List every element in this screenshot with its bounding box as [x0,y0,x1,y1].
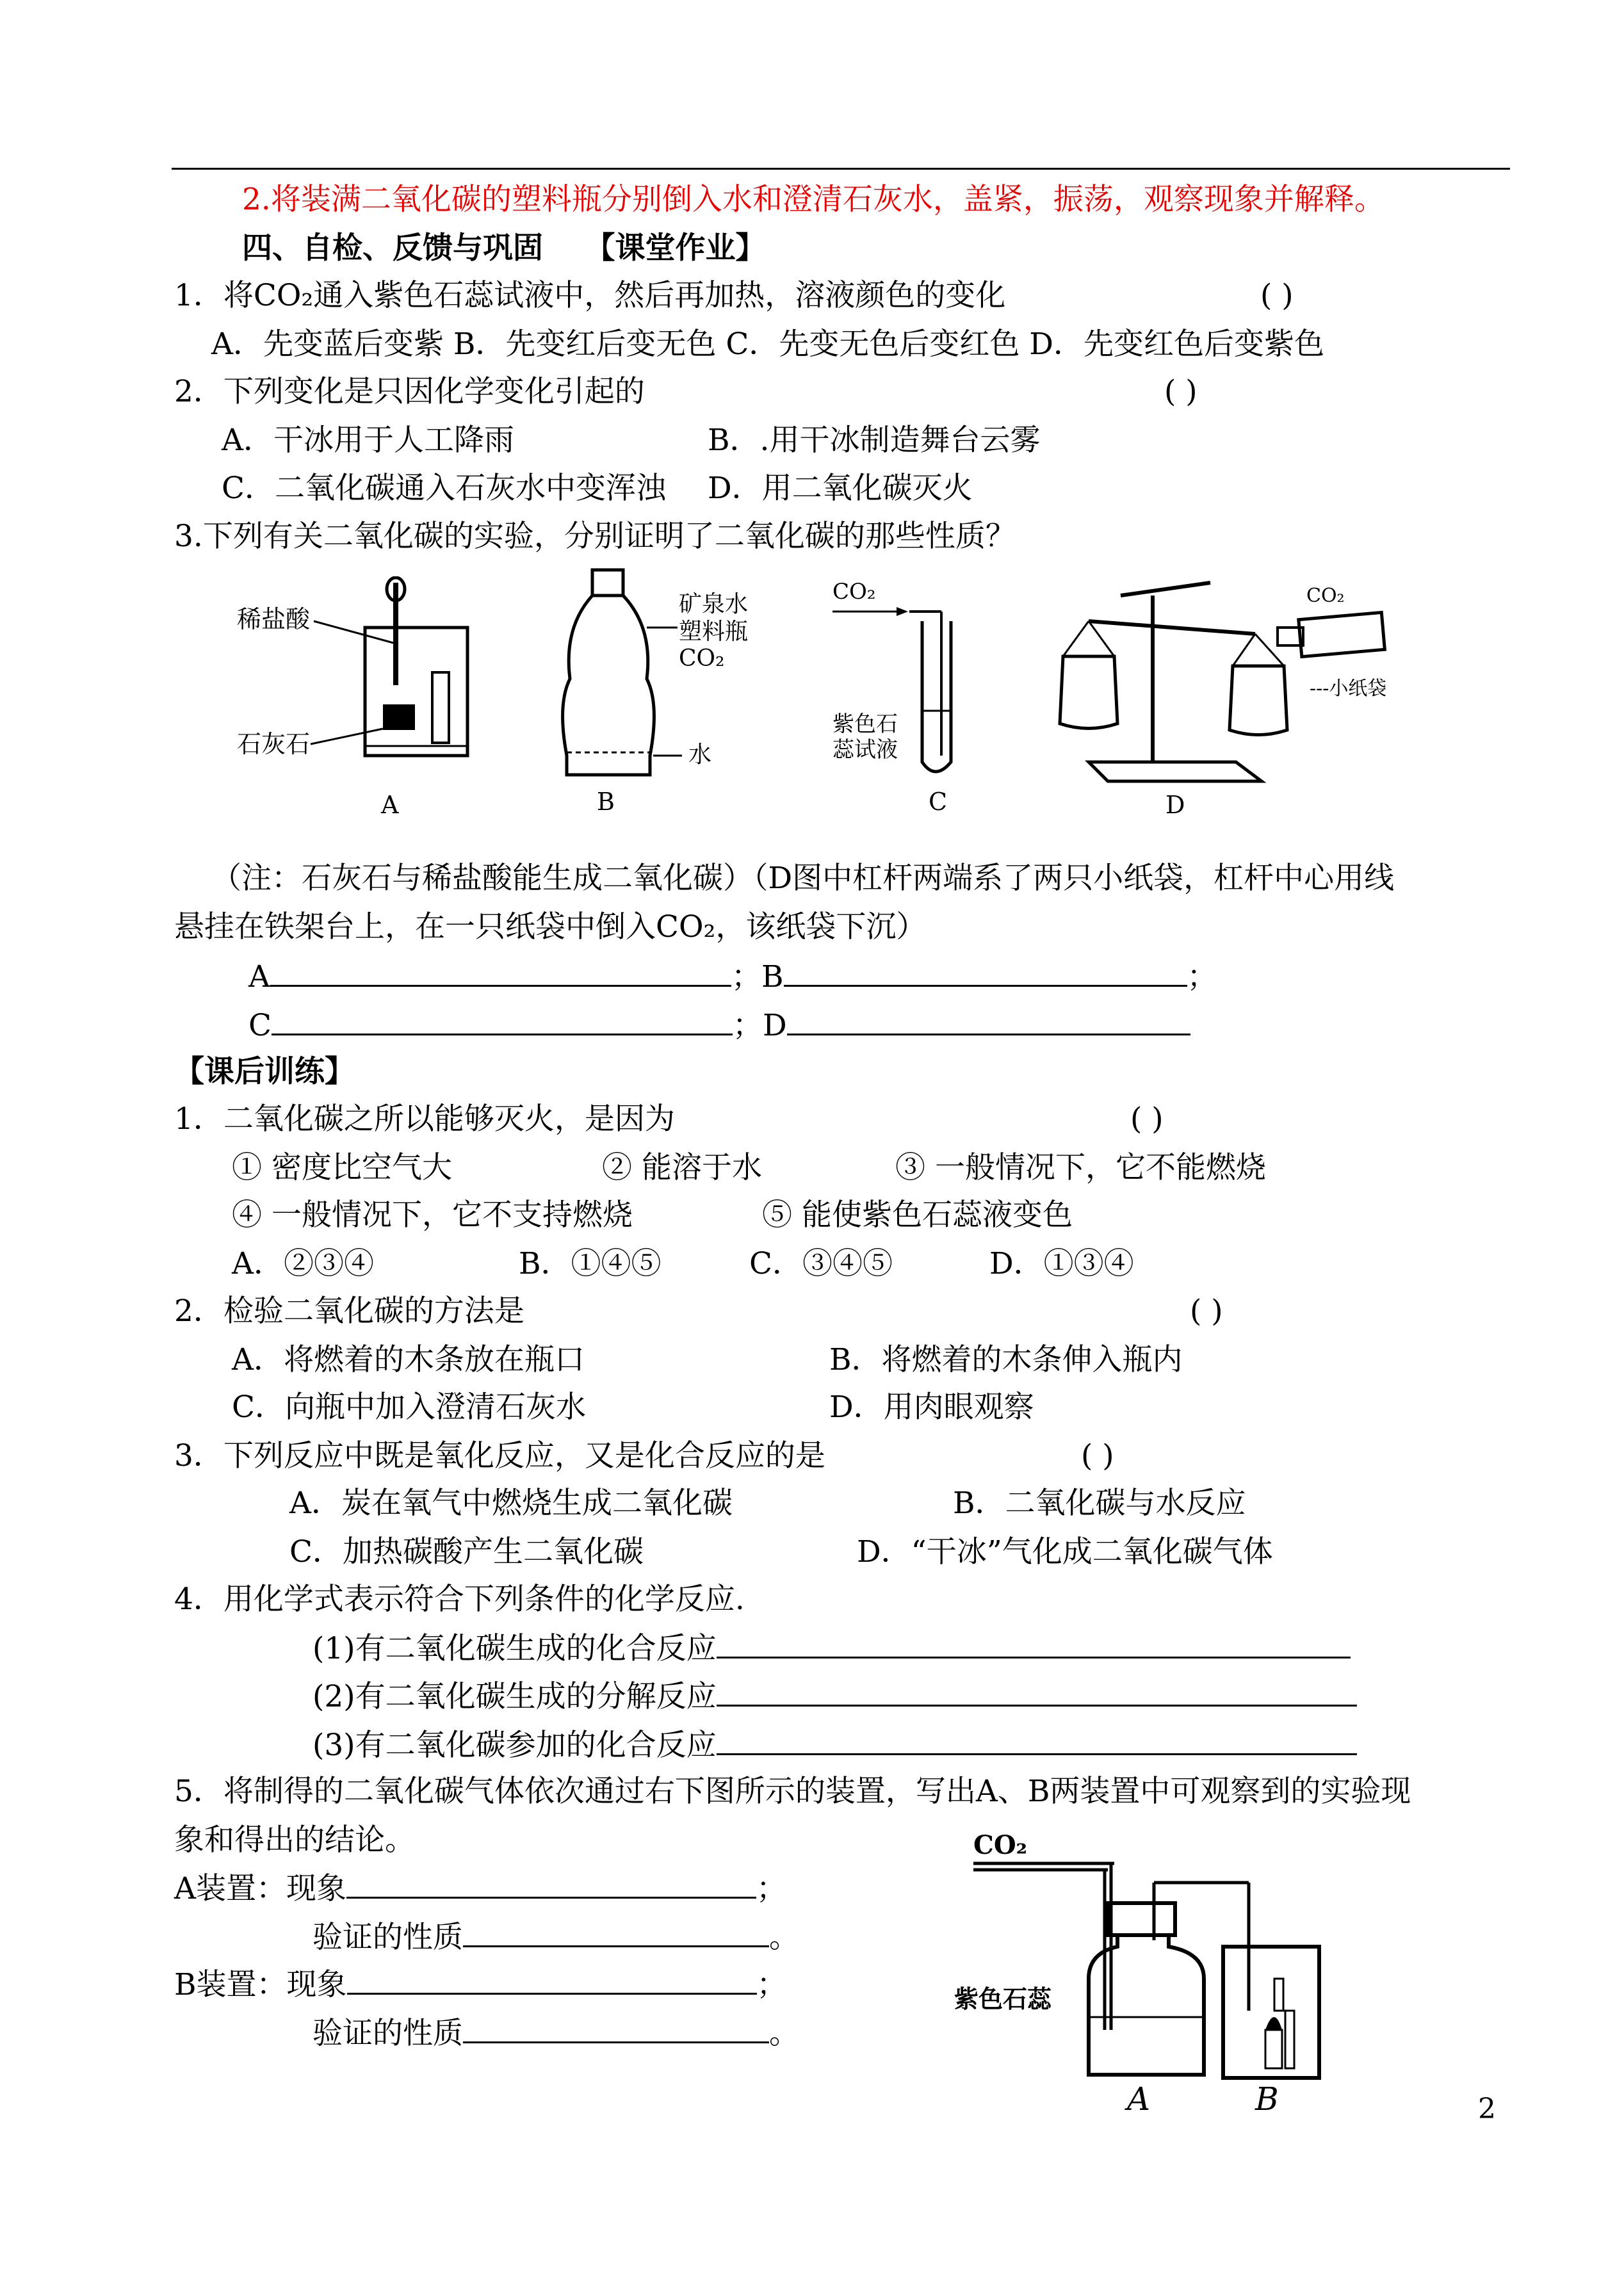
fig-b-water-label: 水 [688,742,712,768]
b-observation-blank[interactable] [347,1965,757,1995]
a-property-label: 验证的性质 [313,1920,463,1955]
after-q1-stem: 1．二氧化碳之所以能够灭火，是因为 [174,1101,675,1137]
fig-b-co2-label: CO₂ [679,645,725,672]
section4-heading: 四、自检、反馈与巩固 [242,231,543,266]
after-q3-paren: ( ) [1081,1438,1114,1473]
after-q1-choice-a: A．②③④ [232,1246,374,1281]
after-class-title: 【课后训练】 [174,1054,355,1089]
fig-b-bottle-label2: 塑料瓶 [679,619,749,645]
class-work-label: 【课堂作业】 [585,231,766,266]
top-rule [172,168,1510,170]
after-q1-opt3: ③ 一般情况下，它不能燃烧 [895,1150,1266,1185]
fig5-letter-b: B [1255,2080,1279,2113]
after-q2-option-b: B．将燃着的木条伸入瓶内 [829,1342,1183,1377]
class-q3-stem: 3.下列有关二氧化碳的实验，分别证明了二氧化碳的那些性质？ [174,519,1016,554]
figure-5-apparatus [954,1819,1338,2113]
after-q4-stem: 4．用化学式表示符合下列条件的化学反应. [174,1582,745,1617]
after-q3-stem: 3．下列反应中既是氧化反应，又是化合反应的是 [174,1438,825,1473]
fig-a-letter: A [381,791,399,819]
after-q5-b-observation [174,1965,787,2004]
after-q4-sub2 [313,1676,1357,1716]
fig-d-bag-label: ---小纸袋 [1310,677,1387,700]
a-property-blank[interactable] [463,1917,769,1947]
after-q4-sub3 [313,1725,1357,1765]
fig-a-stone-label: 石灰石 [237,730,311,758]
fig-b-letter: B [597,788,615,816]
after-q2-stem: 2．检验二氧化碳的方法是 [174,1293,524,1329]
after-q4-sub1-label: (1)有二氧化碳生成的化合反应 [313,1631,717,1666]
fig-c-litmus-label2: 蕊试液 [832,737,898,763]
after-q2-option-a: A．将燃着的木条放在瓶口 [232,1342,585,1377]
answer-row1-end: ； [1187,959,1217,994]
fig-c-litmus-label1: 紫色石 [832,711,898,737]
after-q2-paren: ( ) [1190,1293,1223,1329]
after-q1-opt4: ④ 一般情况下，它不支持燃烧 [232,1197,633,1233]
after-q2-option-c: C．向瓶中加入澄清石灰水 [232,1390,586,1425]
figure-a [237,576,493,832]
fig-c-co2-label: CO₂ [832,579,876,604]
class-q2-option-c: C．二氧化碳通入石灰水中变浑浊 [222,471,666,506]
fig5-litmus-label: 紫色石蕊 [954,1984,1052,2013]
after-q3-option-d: D．“干冰”气化成二氧化碳气体 [857,1534,1273,1569]
after-q2-option-d: D．用肉眼观察 [829,1390,1034,1425]
class-q2-option-d: D．用二氧化碳灭火 [708,471,973,506]
fig5-letter-a: A [1127,2080,1151,2113]
fig-b-bottle-label1: 矿泉水 [679,591,749,617]
after-q5-stem2: 象和得出的结论。 [174,1822,415,1858]
b-observation-end: ； [756,1967,787,2002]
section4-title [242,229,765,268]
fig-d-letter: D [1165,791,1185,819]
top-instruction: 2.将装满二氧化碳的塑料瓶分别倒入水和澄清石灰水，盖紧，振荡，观察现象并解释。 [242,182,1384,217]
a-observation-end: ； [756,1871,786,1906]
fig-a-acid-label: 稀盐酸 [237,605,311,633]
after-q4-sub1 [313,1628,1351,1668]
fig-d-co2-label: CO₂ [1306,585,1345,607]
answer-c-blank[interactable] [272,1005,733,1035]
fig5-co2-label: CO₂ [973,1830,1028,1860]
after-q4-sub3-label: (3)有二氧化碳参加的化合反应 [313,1728,717,1763]
class-q1-paren: ( ) [1260,278,1294,313]
after-q5-b-property [313,2013,799,2053]
class-q1-stem: 1．将CO₂通入紫色石蕊试液中，然后再加热，溶液颜色的变化 [174,278,1006,313]
class-q2-paren: ( ) [1164,374,1198,409]
note-line2: 悬挂在铁架台上，在一只纸袋中倒入CO₂，该纸袋下沉） [174,909,927,945]
answer-d-blank[interactable] [787,1005,1190,1035]
fig-c-letter: C [929,788,948,816]
b-property-blank[interactable] [463,2013,769,2043]
b-property-label: 验证的性质 [313,2016,463,2051]
after-q1-choice-b: B．①④⑤ [519,1246,662,1281]
note-line1: （注：石灰石与稀盐酸能生成二氧化碳）（D图中杠杆两端系了两只小纸袋，杠杆中心用线 [211,861,1395,896]
figure-b [551,564,781,832]
q3-answer-row2 [248,1005,1190,1045]
q3-answer-row1 [248,957,1217,996]
b-observation-label: B装置：现象 [174,1967,347,2002]
answer-b-blank[interactable] [784,957,1187,987]
after-q1-opt5: ⑤ 能使紫色石蕊液变色 [762,1197,1073,1233]
class-q1-options: A．先变蓝后变紫 B．先变红后变无色 C．先变无色后变红色 D．先变红色后变紫色 [211,327,1324,362]
after-q5-a-property [313,1917,799,1957]
after-q3-option-a: A．炭在氧气中燃烧生成二氧化碳 [289,1486,733,1521]
after-q5-stem1: 5．将制得的二氧化碳气体依次通过右下图所示的装置，写出A、B两装置中可观察到的实验现 [174,1774,1411,1809]
after-q1-opt1: ① 密度比空气大 [232,1150,452,1185]
after-q4-sub2-blank[interactable] [717,1676,1357,1707]
a-observation-label: A装置：现象 [174,1871,346,1906]
answer-a-blank[interactable] [270,957,731,987]
a-observation-blank[interactable] [346,1869,756,1899]
after-q1-opt2: ② 能溶于水 [602,1150,762,1185]
after-q1-choice-c: C．③④⑤ [749,1246,893,1281]
after-q4-sub3-blank[interactable] [717,1725,1357,1755]
after-q3-option-b: B．二氧化碳与水反应 [953,1486,1246,1521]
class-q2-option-a: A．干冰用于人工降雨 [222,423,514,458]
after-q4-sub2-label: (2)有二氧化碳生成的分解反应 [313,1679,717,1714]
class-q2-stem: 2．下列变化是只因化学变化引起的 [174,374,645,409]
answer-b-label: ；B [731,959,784,994]
figure-d [1050,570,1460,826]
a-property-end: 。 [769,1920,799,1955]
after-q5-a-observation [174,1869,786,1908]
class-q2-option-b: B．.用干冰制造舞台云雾 [708,423,1041,458]
figure-c [832,564,1063,832]
page-number: 2 [1478,2093,1496,2125]
answer-a-label: A [248,959,270,994]
after-q1-choice-d: D．①③④ [989,1246,1134,1281]
after-q3-option-c: C．加热碳酸产生二氧化碳 [289,1534,644,1569]
answer-c-label: C [248,1008,272,1043]
after-q1-paren: ( ) [1130,1101,1164,1137]
after-q4-sub1-blank[interactable] [717,1628,1351,1658]
b-property-end: 。 [769,2016,799,2051]
answer-d-label: ；D [732,1008,787,1043]
